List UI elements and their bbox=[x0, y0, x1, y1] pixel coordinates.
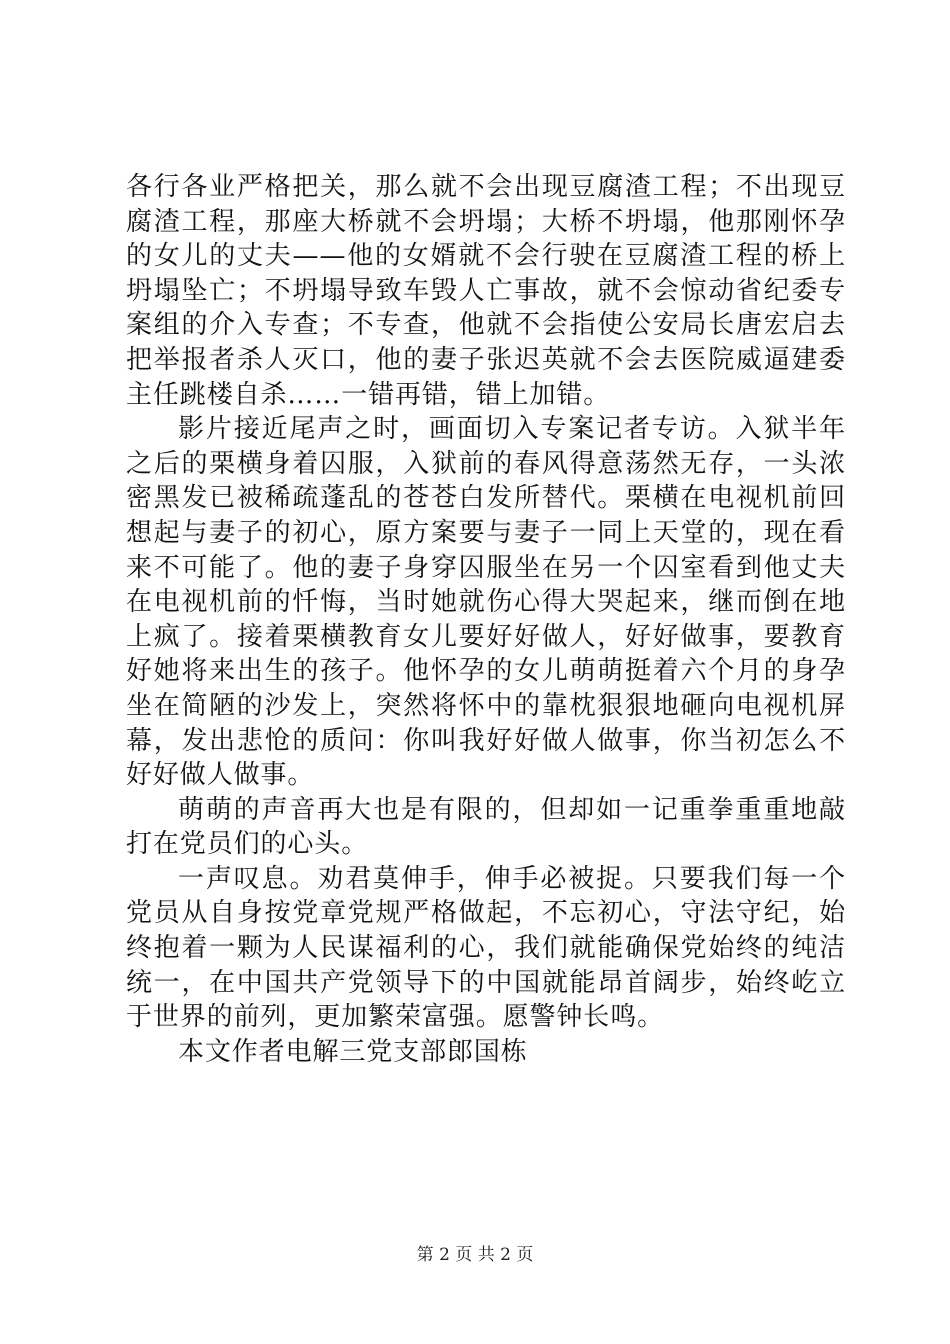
paragraph-film-ending: 影片接近尾声之时，画面切入专案记者专访。入狱半年之后的栗横身着囚服，入狱前的春风得意荡然无存，一头浓密黑发已被稀疏蓬乱的苍苍白发所替代。栗横在电视机前回想起与妻子的初心，原方案要与妻子一同上天堂的，现在看来不可能了。他的妻子身穿囚服坐在另一个囚室看到他丈夫在电视机前的忏悔，当时她就伤心得大哭起来，继而倒在地上疯了。接着栗横教育女儿要好好做人，好好做事，要教育好她将来出生的孩子。他怀孕的女儿萌萌挺着六个月的身孕坐在简陋的沙发上，突然将怀中的靠枕狠狠地砸向电视机屏幕，发出悲怆的质问：你叫我好好做人做事，你当初怎么不好好做人做事。 bbox=[126, 414, 846, 791]
article-body bbox=[126, 170, 846, 1069]
paragraph-conclusion: 一声叹息。劝君莫伸手，伸手必被捉。只要我们每一个党员从自身按党章党规严格做起，不忘初心，守法守纪，始终抱着一颗为人民谋福利的心，我们就能确保党始终的纯洁统一，在中国共产党领导下的中国就能昂首阔步，始终屹立于世界的前列，更加繁荣富强。愿警钟长鸣。 bbox=[126, 863, 846, 1033]
page-number-footer: 第 2 页 共 2 页 bbox=[416, 1245, 534, 1265]
paragraph-mengmeng-voice: 萌萌的声音再大也是有限的，但却如一记重拳重重地敲打在党员们的心头。 bbox=[126, 794, 846, 860]
paragraph-continuation: 各行各业严格把关，那么就不会出现豆腐渣工程；不出现豆腐渣工程，那座大桥就不会坍塌；大桥不坍塌，他那刚怀孕的女儿的丈夫——他的女婿就不会行驶在豆腐渣工程的桥上坍塌坠亡；不坍塌导致车毁人亡事故，就不会惊动省纪委专案组的介入专查；不专查，他就不会指使公安局长唐宏启去把举报者杀人灭口，他的妻子张迟英就不会去医院威逼建委主任跳楼自杀……一错再错，错上加错。 bbox=[126, 172, 846, 410]
paragraph-author-credit: 本文作者电解三党支部郎国栋 bbox=[178, 1036, 528, 1067]
